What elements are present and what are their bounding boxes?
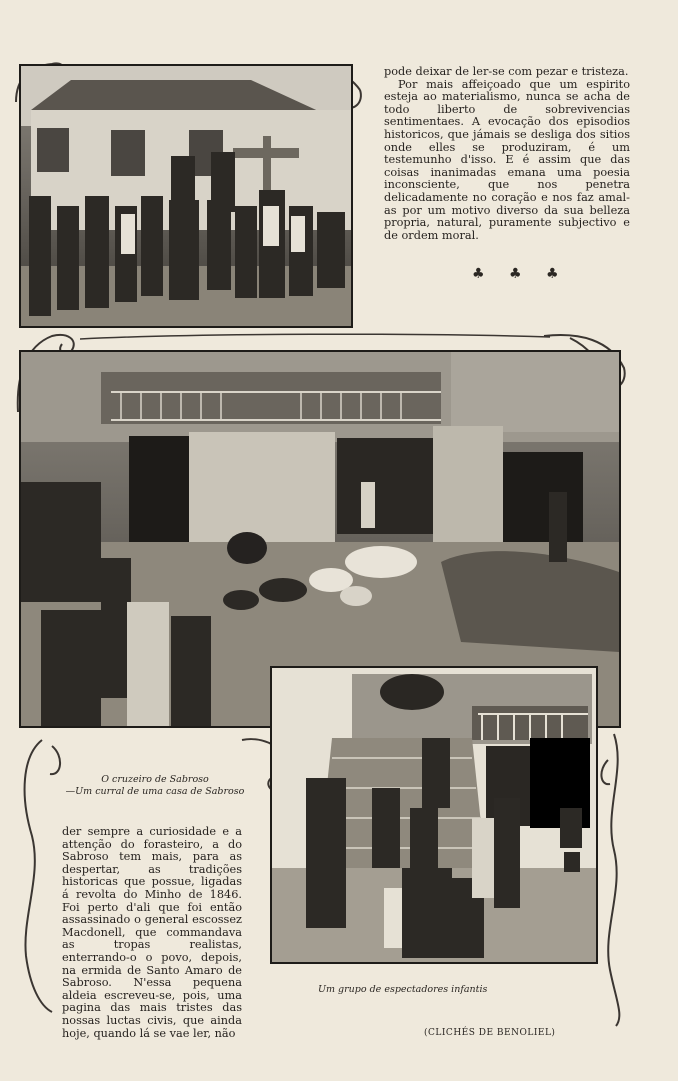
photo-cruzeiro-group xyxy=(19,64,353,328)
clubs-ornament: ♣ ♣ ♣ xyxy=(472,266,569,282)
paragraph-materialism: Por mais affeiçoado que um espirito esteja ao materialismo, nunca se acha de todo liberto de sobrevivencias sentimentaes. A evocação dos episodios historicos, que jámais se desliga dos sitios onde elles se produziram, é um testemunho d'isso. E é assim que das coisas inanimadas emana uma poesia inconsciente, que nos penetra delicadamente no coração e nos faz amal-as por um motivo diverso da sua belleza propria, natural, puramente subjectivo e de ordem moral. xyxy=(384,77,630,242)
caption-children: Um grupo de espectadores infantis xyxy=(318,984,488,995)
caption-line-cruzeiro: O cruzeiro de Sabroso xyxy=(101,774,209,785)
article-text-top xyxy=(384,66,630,242)
article-text-bottom xyxy=(62,826,242,1040)
photo-children-group xyxy=(270,666,598,964)
paragraph-sabroso: der sempre a curiosidade e a attenção do forasteiro, a do Sabroso tem mais, para as despertar, as tradições historicas que possue, ligadas á revolta do Minho de 1846. Foi perto d'ali que foi então assassinado o general escossez Macdonell, que commandava as tropas realistas, enterrando-o o povo, depois, na ermida de Santo Amaro de Sabroso. N'essa pequena aldeia escreveu-se, pois, uma pagina das mais tristes das nossas luctas civis, que ainda hoje, quando lá se vae ler, não xyxy=(62,825,242,1040)
caption-cruzeiro xyxy=(60,774,250,798)
photo-credit: (CLICHÉS DE BENOLIEL) xyxy=(424,1028,556,1038)
caption-line-curral: —Um curral de uma casa de Sabroso xyxy=(65,786,245,797)
paragraph-continuation: pode deixar de ler-se com pezar e tristeza. xyxy=(384,65,629,78)
scroll-line-top xyxy=(80,328,550,340)
